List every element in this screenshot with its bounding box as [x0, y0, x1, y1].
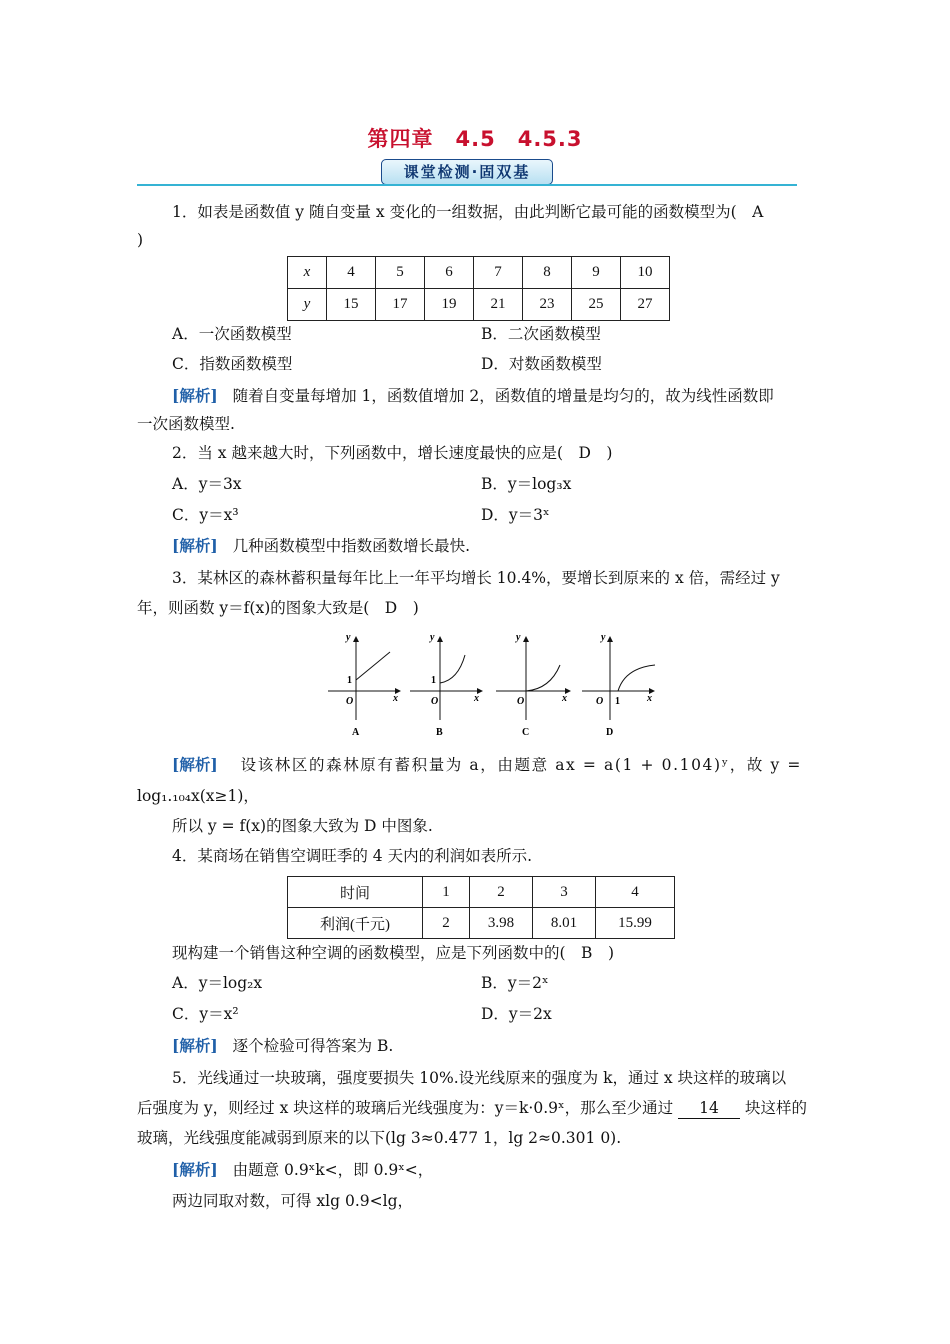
- q4-table-time-cell: 4: [596, 877, 675, 908]
- origin-label: O: [517, 696, 525, 707]
- q3-analysis-line3: 所以 y = f(x)的图象大致为 D 中图象.: [172, 817, 433, 835]
- axis-label: x: [647, 693, 652, 704]
- q1-stem-end: ): [137, 231, 144, 249]
- tick-label: 1: [347, 675, 352, 686]
- q5-analysis-tag: [解析]: [172, 1160, 218, 1179]
- q4-option-d: D．y＝2x: [481, 1005, 552, 1023]
- q1-table-y-cell: 21: [474, 289, 523, 321]
- q1-stem: 1．如表是函数值 y 随自变量 x 变化的一组数据，由此判断它最可能的函数模型为( A: [172, 203, 764, 221]
- q2-option-d: D．y＝3ˣ: [481, 506, 550, 524]
- q1-table-x-label: x: [288, 257, 327, 289]
- q5-stem-line3: 玻璃，光线强度能减弱到原来的以下(lg 3≈0.477 1，lg 2≈0.301 0).: [137, 1129, 622, 1147]
- axis-label: x: [393, 693, 398, 704]
- q5-stem-line1: 5．光线通过一块玻璃，强度要损失 10%.设光线原来的强度为 k，通过 x 块这样的玻璃以: [172, 1069, 787, 1087]
- q1-option-d: D．对数函数模型: [481, 355, 602, 373]
- q1-analysis-line1: 随着自变量每增加 1，函数值增加 2，函数值的增量是均匀的，故为线性函数即: [232, 387, 774, 405]
- q4-table-profit-cell: 2: [423, 908, 470, 939]
- q1-table-y-label: y: [288, 289, 327, 321]
- graph-label: A: [352, 727, 360, 738]
- q1-table-y-cell: 15: [327, 289, 376, 321]
- graph-label: B: [436, 727, 443, 738]
- q1-analysis-tag: [解析]: [172, 386, 218, 405]
- axis-label: y: [601, 632, 606, 643]
- q3-graph-options: [320, 625, 665, 740]
- q1-data-table: [287, 256, 670, 321]
- q1-table-x-cell: 8: [523, 257, 572, 289]
- q4-table-time-cell: 1: [423, 877, 470, 908]
- graph-label: D: [606, 727, 614, 738]
- q5-answer-blank: 14: [678, 1098, 740, 1119]
- graph-label: C: [522, 727, 530, 738]
- q3-stem-line2: 年，则函数 y＝f(x)的图象大致是( D ): [137, 599, 419, 617]
- q5-stem-line2b: 块这样的: [744, 1099, 807, 1117]
- tick-label: 1: [615, 696, 620, 707]
- q3-graph-b: [410, 632, 482, 738]
- q1-analysis-line2: 一次函数模型.: [137, 415, 235, 433]
- q4-table-profit-cell: 8.01: [533, 908, 596, 939]
- q2-option-c: C．y＝x³: [172, 506, 239, 524]
- q3-analysis-tag: [解析]: [172, 755, 218, 774]
- axis-label: y: [430, 632, 435, 643]
- section-banner: 课堂检测·固双基: [381, 159, 553, 185]
- q4-option-b: B．y＝2ˣ: [481, 974, 549, 992]
- q4-analysis: 逐个检验可得答案为 B.: [232, 1037, 394, 1055]
- axis-label: y: [346, 632, 351, 643]
- q4-question: 现构建一个销售这种空调的函数模型，应是下列函数中的( B ): [172, 944, 614, 962]
- origin-label: O: [596, 696, 604, 707]
- origin-label: O: [346, 696, 354, 707]
- origin-label: O: [431, 696, 439, 707]
- q1-table-y-cell: 19: [425, 289, 474, 321]
- q4-option-c: C．y＝x²: [172, 1005, 239, 1023]
- page-title: 第四章 4.5 4.5.3: [367, 127, 583, 151]
- q4-stem: 4．某商场在销售空调旺季的 4 天内的利润如表所示.: [172, 847, 533, 865]
- header-divider: [137, 184, 797, 186]
- q2-option-b: B．y＝log₃x: [481, 475, 572, 493]
- q5-analysis-line2: 两边同取对数，可得 xlg 0.9<lg，: [172, 1192, 413, 1210]
- q1-table-y-cell: 17: [376, 289, 425, 321]
- axis-label: x: [474, 693, 479, 704]
- q3-analysis-line2: log₁.₁₀₄x(x≥1)，: [137, 787, 259, 805]
- q1-table-x-cell: 6: [425, 257, 474, 289]
- q4-option-a: A．y＝log₂x: [172, 974, 263, 992]
- q2-option-a: A．y＝3x: [172, 475, 242, 493]
- q1-table-y-cell: 23: [523, 289, 572, 321]
- q2-stem: 2．当 x 越来越大时，下列函数中，增长速度最快的应是( D ): [172, 444, 613, 462]
- q2-analysis-tag: [解析]: [172, 536, 218, 555]
- q4-table-time-cell: 2: [470, 877, 533, 908]
- q1-table-x-cell: 10: [621, 257, 670, 289]
- q3-stem-line1: 3．某林区的森林蓄积量每年比上一年平均增长 10.4%，要增长到原来的 x 倍，需经过 y: [172, 569, 780, 587]
- tick-label: 1: [431, 675, 436, 686]
- q3-graph-c: [496, 632, 570, 738]
- q4-table-profit-cell: 3.98: [470, 908, 533, 939]
- q1-option-b: B．二次函数模型: [481, 325, 601, 343]
- q1-table-x-cell: 5: [376, 257, 425, 289]
- q4-table-time-cell: 3: [533, 877, 596, 908]
- q3-analysis-line1: 设该林区的森林原有蓄积量为 a，由题意 ax = a(1 + 0.104)ʸ，故 y =: [240, 756, 803, 774]
- q1-table-x-cell: 4: [327, 257, 376, 289]
- q1-option-c: C．指数函数模型: [172, 355, 293, 373]
- q4-profit-table: [287, 876, 675, 939]
- q4-table-row-label: 利润(千元): [288, 908, 423, 939]
- axis-label: x: [562, 693, 567, 704]
- q4-analysis-tag: [解析]: [172, 1036, 218, 1055]
- q3-graph-d: [582, 632, 655, 738]
- q4-table-profit-cell: 15.99: [596, 908, 675, 939]
- q4-table-head-label: 时间: [288, 877, 423, 908]
- q1-table-x-cell: 7: [474, 257, 523, 289]
- q1-option-a: A．一次函数模型: [172, 325, 292, 343]
- q1-table-y-cell: 27: [621, 289, 670, 321]
- q2-analysis: 几种函数模型中指数函数增长最快.: [232, 537, 471, 555]
- q5-stem-line2a: 后强度为 y，则经过 x 块这样的玻璃后光线强度为：y＝k·0.9ˣ，那么至少通过: [137, 1099, 674, 1117]
- q1-table-y-cell: 25: [572, 289, 621, 321]
- q5-analysis-line1: 由题意 0.9ˣk<，即 0.9ˣ<，: [232, 1161, 434, 1179]
- axis-label: y: [516, 632, 521, 643]
- q3-graph-a: [328, 632, 400, 738]
- q1-table-x-cell: 9: [572, 257, 621, 289]
